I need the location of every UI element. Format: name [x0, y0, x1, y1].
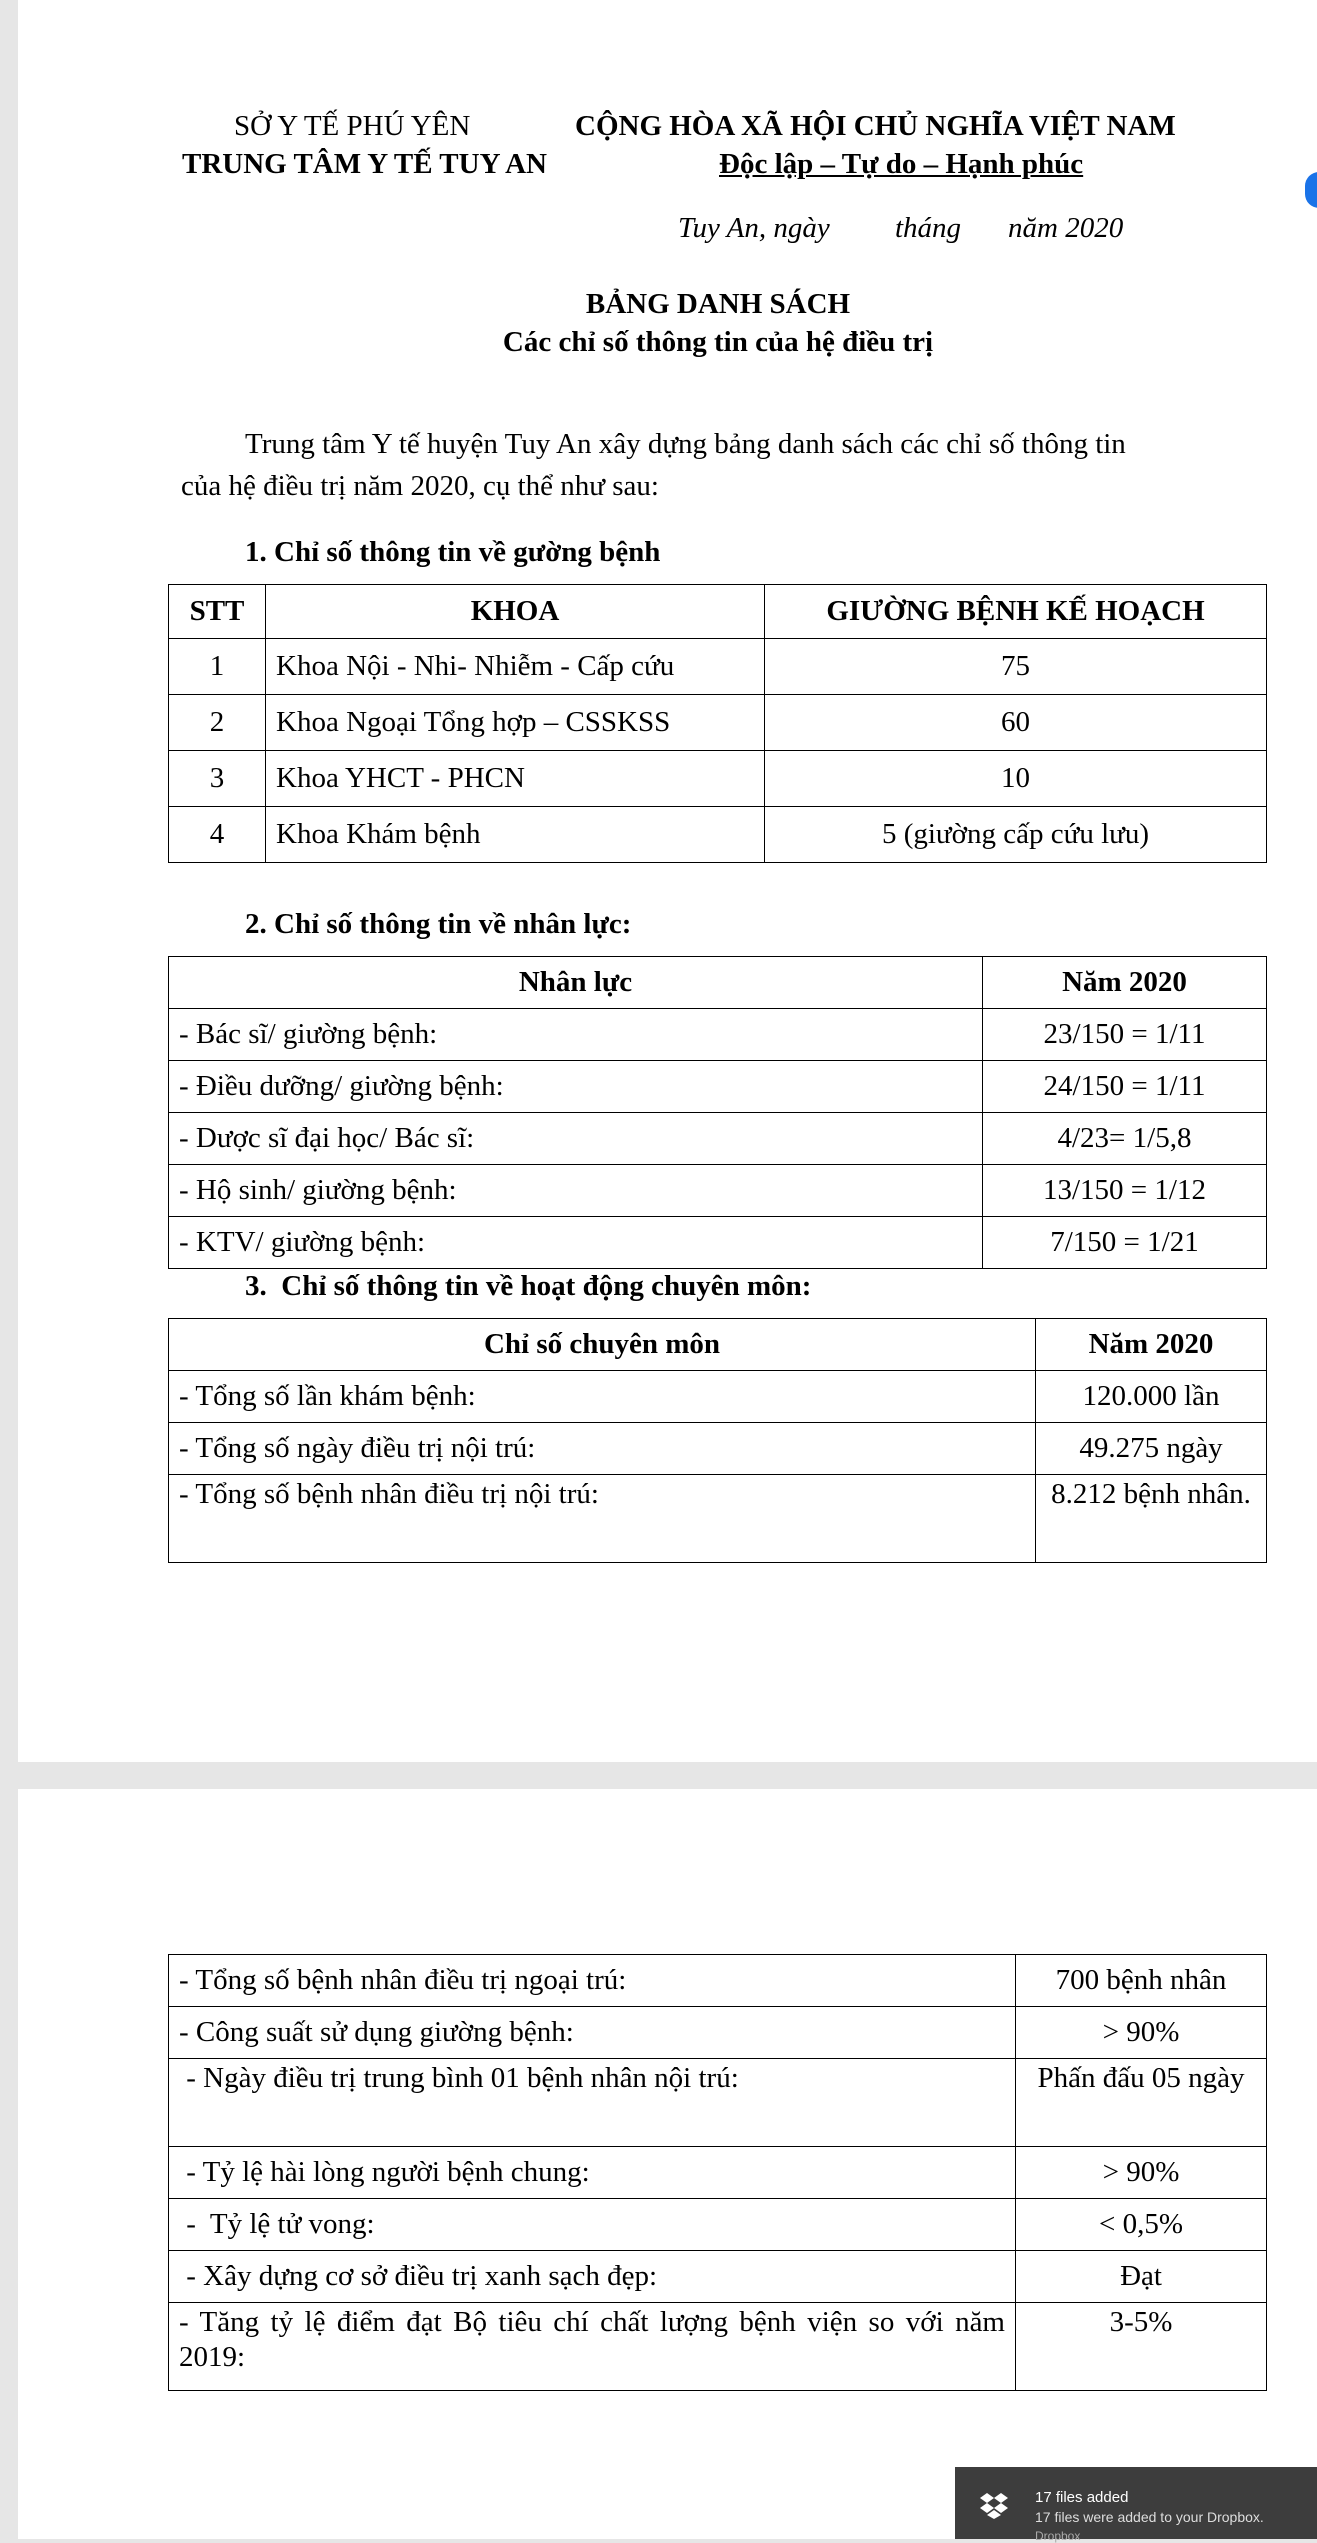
cell: - Tổng số lần khám bệnh: [169, 1371, 1036, 1423]
cell: 120.000 lần [1036, 1371, 1267, 1423]
cell: - Bác sĩ/ giường bệnh: [169, 1009, 983, 1061]
table-row [169, 639, 1267, 695]
cell: 5 (giường cấp cứu lưu) [765, 807, 1267, 863]
column-header: STT [169, 585, 266, 639]
table-row [169, 695, 1267, 751]
table-row [169, 2303, 1267, 2391]
cell: Khoa Nội - Nhi- Nhiễm - Cấp cứu [266, 639, 765, 695]
table-header-row [169, 957, 1267, 1009]
table-row [169, 1113, 1267, 1165]
cell: 2 [169, 695, 266, 751]
notification-source: Dropbox [1035, 2529, 1081, 2543]
cell: - Tổng số ngày điều trị nội trú: [169, 1423, 1036, 1475]
date-year: năm 2020 [1008, 212, 1124, 244]
cell: 60 [765, 695, 1267, 751]
cell: Khoa YHCT - PHCN [266, 751, 765, 807]
date-place: Tuy An, ngày [678, 212, 830, 244]
table-row [169, 1475, 1267, 1563]
intro-line-1: Trung tâm Y tế huyện Tuy An xây dựng bảng danh sách các chỉ số thông tin [245, 428, 1126, 460]
table-row [169, 1009, 1267, 1061]
cell: 4/23= 1/5,8 [983, 1113, 1267, 1165]
cell: - KTV/ giường bệnh: [169, 1217, 983, 1269]
cell: - Hộ sinh/ giường bệnh: [169, 1165, 983, 1217]
cell: - Tăng tỷ lệ điểm đạt Bộ tiêu chí chất lượng bệnh viện so với năm 2019: [169, 2303, 1016, 2391]
cell: > 90% [1016, 2007, 1267, 2059]
cell: Khoa Khám bệnh [266, 807, 765, 863]
date-month: tháng [895, 212, 962, 244]
cell: 49.275 ngày [1036, 1423, 1267, 1475]
activity-table-continued [168, 1954, 1267, 2391]
cell: 23/150 = 1/11 [983, 1009, 1267, 1061]
dropbox-notification[interactable] [955, 2467, 1317, 2543]
org-bottom: TRUNG TÂM Y TẾ TUY AN [182, 148, 547, 180]
column-header: Nhân lực [169, 957, 983, 1009]
cell: 4 [169, 807, 266, 863]
nation-name: CỘNG HÒA XÃ HỘI CHỦ NGHĨA VIỆT NAM [575, 110, 1176, 142]
cell: 24/150 = 1/11 [983, 1061, 1267, 1113]
cell: 700 bệnh nhân [1016, 1955, 1267, 2007]
activity-table [168, 1318, 1267, 1563]
cell: - Tổng số bệnh nhân điều trị ngoại trú: [169, 1955, 1016, 2007]
cell: - Xây dựng cơ sở điều trị xanh sạch đẹp: [169, 2251, 1016, 2303]
column-header: KHOA [266, 585, 765, 639]
column-header: GIƯỜNG BỆNH KẾ HOẠCH [765, 585, 1267, 639]
cell: < 0,5% [1016, 2199, 1267, 2251]
table-row [169, 2199, 1267, 2251]
table-row [169, 807, 1267, 863]
cell: - Công suất sử dụng giường bệnh: [169, 2007, 1016, 2059]
column-header: Chỉ số chuyên môn [169, 1319, 1036, 1371]
section-1-heading: 1. Chỉ số thông tin về gường bệnh [245, 536, 661, 568]
beds-table [168, 584, 1267, 863]
cell: 7/150 = 1/21 [983, 1217, 1267, 1269]
cell: Khoa Ngoại Tổng hợp – CSSKSS [266, 695, 765, 751]
document-page-2 [18, 1789, 1317, 2539]
section-2-heading: 2. Chỉ số thông tin về nhân lực: [245, 908, 632, 940]
table-row [169, 2251, 1267, 2303]
table-row [169, 1371, 1267, 1423]
cell: 3 [169, 751, 266, 807]
cell: Đạt [1016, 2251, 1267, 2303]
cell: - Dược sĩ đại học/ Bác sĩ: [169, 1113, 983, 1165]
cell: 10 [765, 751, 1267, 807]
table-row [169, 1061, 1267, 1113]
cell: - Ngày điều trị trung bình 01 bệnh nhân nội trú: [169, 2059, 1016, 2147]
table-row [169, 1955, 1267, 2007]
table-row [169, 2007, 1267, 2059]
table-row [169, 751, 1267, 807]
cell: - Tỷ lệ hài lòng người bệnh chung: [169, 2147, 1016, 2199]
cell: - Điều dưỡng/ giường bệnh: [169, 1061, 983, 1113]
org-top: SỞ Y TẾ PHÚ YÊN [234, 110, 471, 142]
table-row [169, 2147, 1267, 2199]
motto: Độc lập – Tự do – Hạnh phúc [719, 148, 1084, 180]
cell: 13/150 = 1/12 [983, 1165, 1267, 1217]
doc-subtitle: Các chỉ số thông tin của hệ điều trị [502, 326, 934, 358]
cell: - Tổng số bệnh nhân điều trị nội trú: [169, 1475, 1036, 1563]
doc-title: BẢNG DANH SÁCH [585, 288, 851, 320]
column-header: Năm 2020 [1036, 1319, 1267, 1371]
document-page-1 [18, 0, 1317, 1762]
section-3-heading: 3. Chỉ số thông tin về hoạt động chuyên môn: [245, 1270, 812, 1302]
cell: Phấn đấu 05 ngày [1016, 2059, 1267, 2147]
cell: > 90% [1016, 2147, 1267, 2199]
table-row [169, 1423, 1267, 1475]
table-row [169, 1165, 1267, 1217]
cell: 8.212 bệnh nhân. [1036, 1475, 1267, 1563]
dropbox-icon [979, 2493, 1009, 2519]
table-header-row [169, 1319, 1267, 1371]
intro-line-2: của hệ điều trị năm 2020, cụ thể như sau: [181, 470, 659, 502]
table-row [169, 1217, 1267, 1269]
notification-message: 17 files were added to your Dropbox. [1035, 2509, 1264, 2525]
table-header-row [169, 585, 1267, 639]
notification-title: 17 files added [1035, 2489, 1129, 2506]
cell: 75 [765, 639, 1267, 695]
cell: 3-5% [1016, 2303, 1267, 2391]
cell: - Tỷ lệ tử vong: [169, 2199, 1016, 2251]
column-header: Năm 2020 [983, 957, 1267, 1009]
table-row [169, 2059, 1267, 2147]
cell: 1 [169, 639, 266, 695]
staff-table [168, 956, 1267, 1269]
